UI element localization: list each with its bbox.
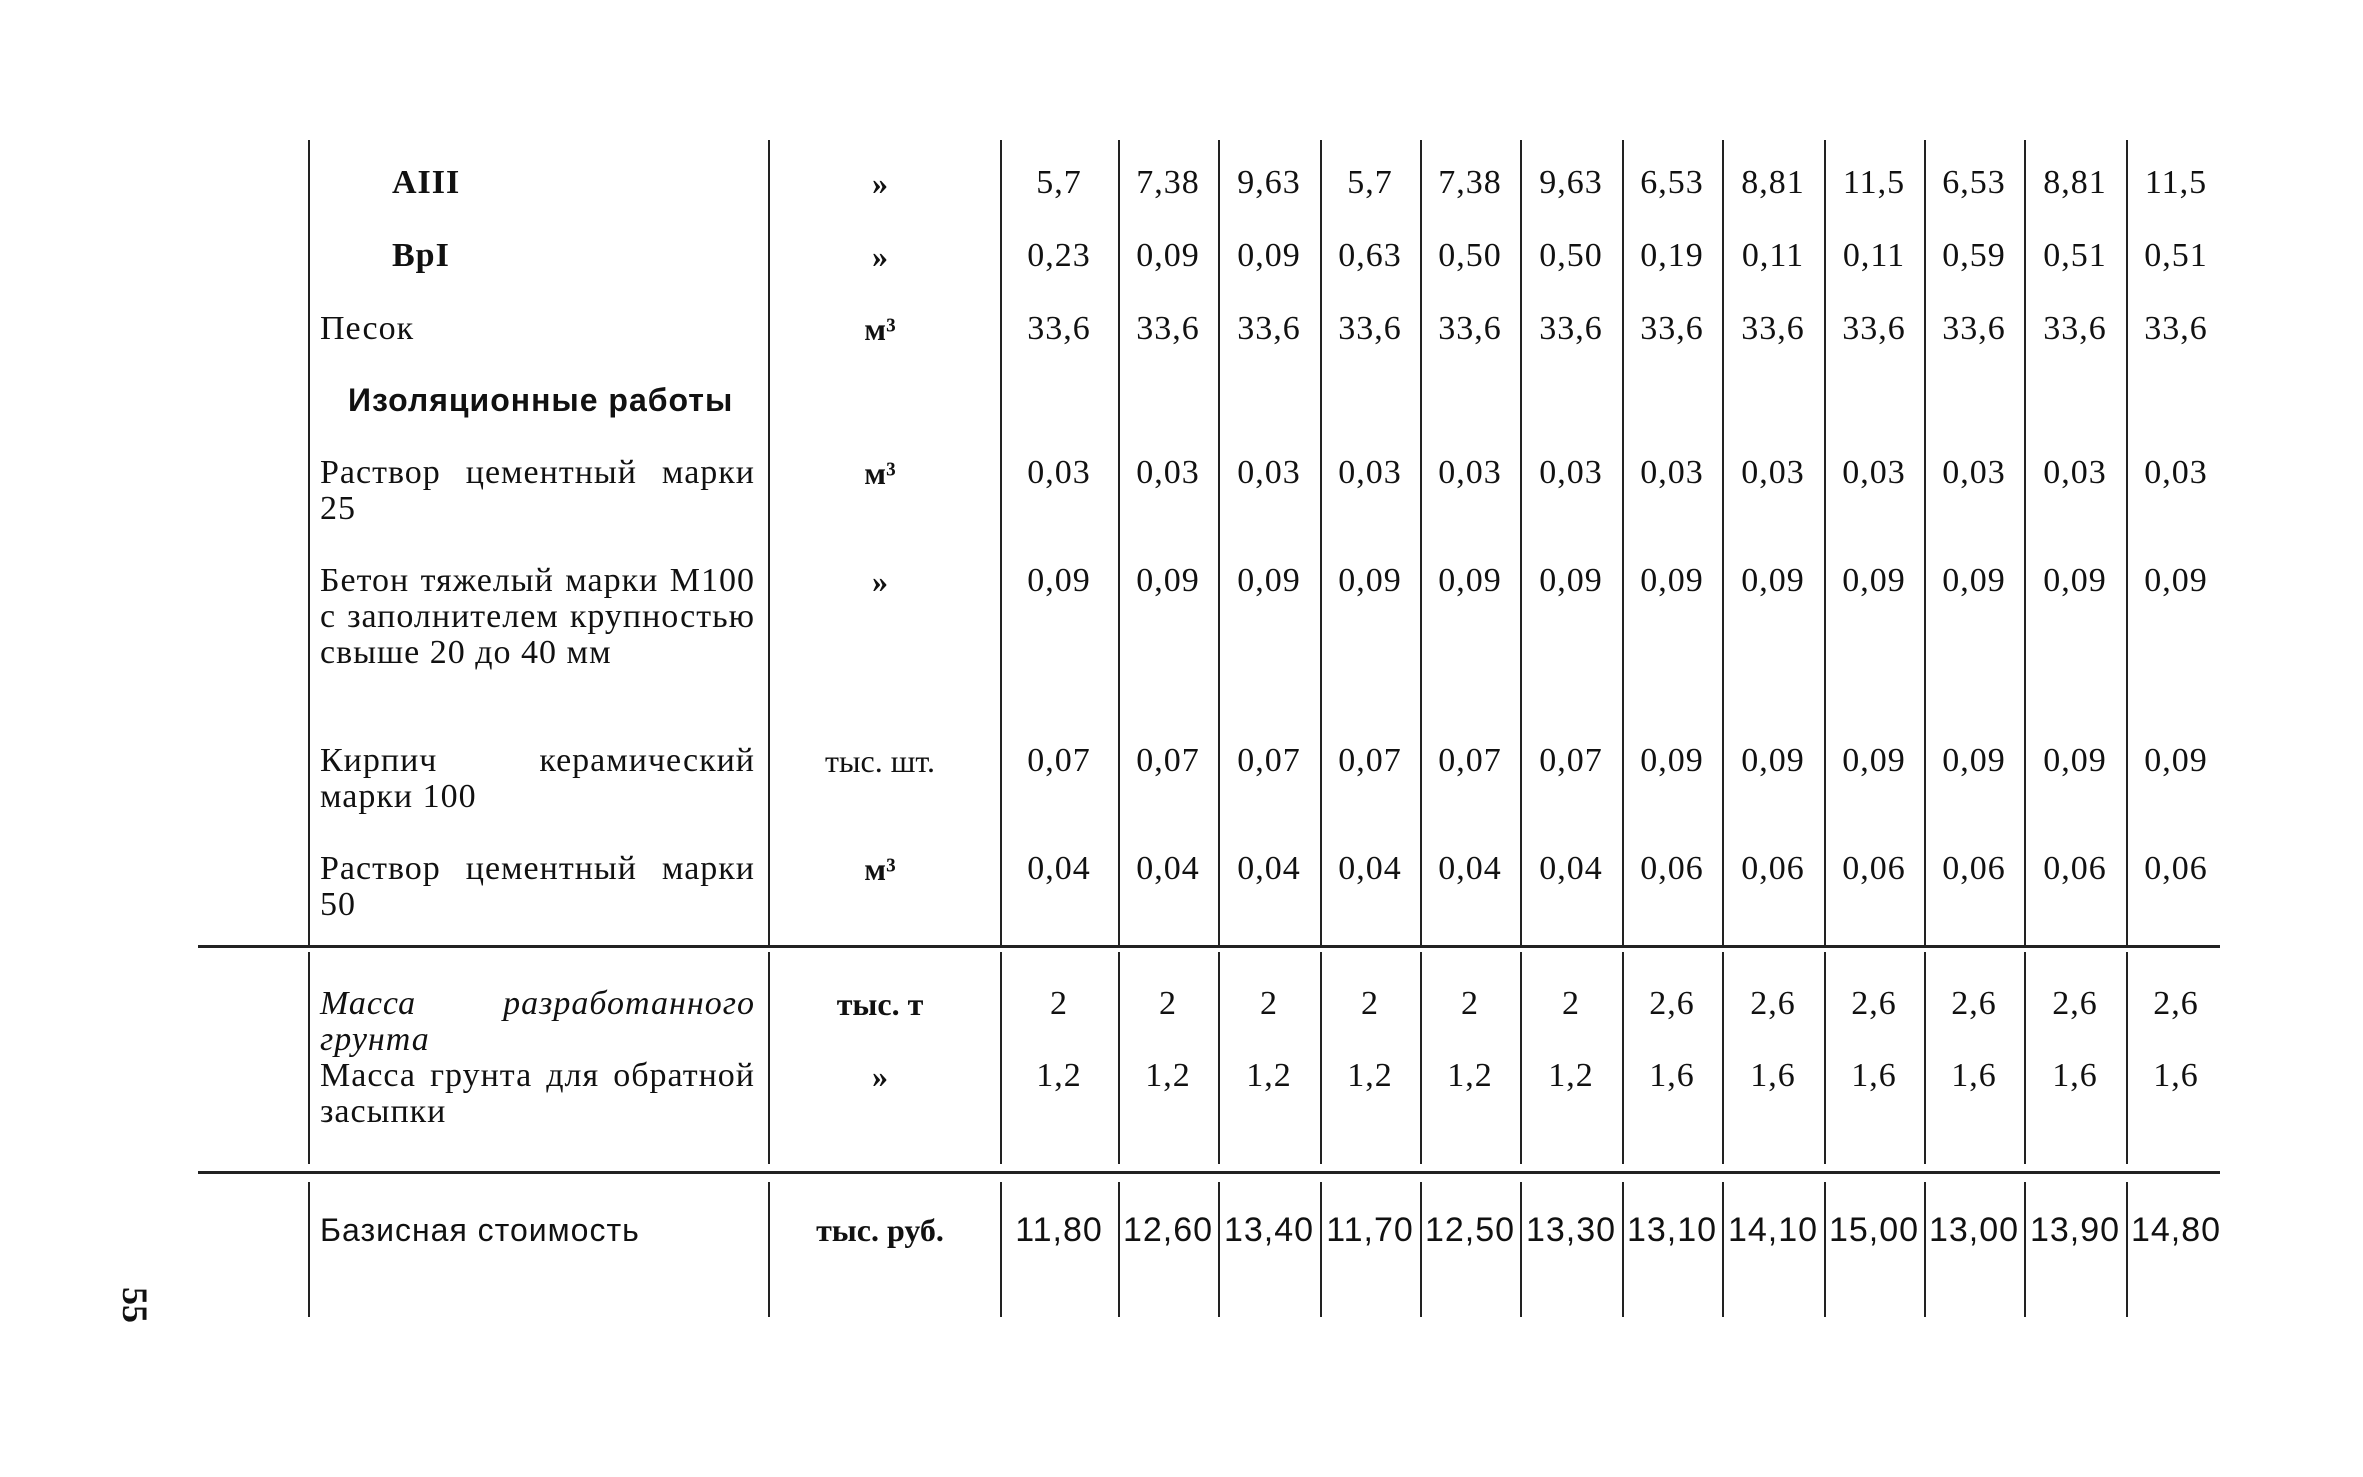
unit-cell: м³ — [864, 851, 896, 887]
table-rule — [1622, 1182, 1624, 1317]
value-cell: 0,04 — [1539, 850, 1603, 887]
value-cell: 0,09 — [2144, 562, 2208, 599]
value-cell: 0,06 — [2043, 850, 2107, 887]
value-cell: 0,09 — [1136, 237, 1200, 274]
value-cell: 33,6 — [2144, 310, 2208, 347]
row-name: Кирпич керамический марки 100 — [320, 742, 755, 815]
value-cell: 2 — [1260, 985, 1278, 1022]
table-rule — [1722, 1182, 1724, 1317]
value-cell: 0,03 — [1842, 454, 1906, 491]
value-cell: 0,06 — [1842, 850, 1906, 887]
value-cell: 8,81 — [2043, 164, 2107, 201]
value-cell: 0,03 — [1338, 454, 1402, 491]
value-cell: 0,04 — [1136, 850, 1200, 887]
value-cell: 0,09 — [1237, 237, 1301, 274]
value-cell: 0,07 — [1539, 742, 1603, 779]
value-cell: 0,04 — [1438, 850, 1502, 887]
value-cell: 2 — [1159, 985, 1177, 1022]
value-cell: 0,09 — [1640, 742, 1704, 779]
value-cell: 0,07 — [1338, 742, 1402, 779]
value-cell: 0,03 — [2144, 454, 2208, 491]
value-cell: 1,6 — [2153, 1057, 2199, 1094]
value-cell: 0,51 — [2144, 237, 2208, 274]
value-cell: 0,09 — [1942, 562, 2006, 599]
value-cell: 5,7 — [1347, 164, 1393, 201]
value-cell: 11,70 — [1326, 1211, 1414, 1249]
value-cell: 0,03 — [1741, 454, 1805, 491]
value-cell: 2,6 — [2153, 985, 2199, 1022]
row-name: Масса грунта для обратной засыпки — [320, 1057, 755, 1130]
value-cell: 8,81 — [1741, 164, 1805, 201]
value-cell: 2 — [1050, 985, 1068, 1022]
value-cell: 12,60 — [1122, 1211, 1214, 1249]
value-cell: 33,6 — [1237, 310, 1301, 347]
value-cell: 0,04 — [1338, 850, 1402, 887]
value-cell: 0,07 — [1027, 742, 1091, 779]
value-cell: 0,03 — [1027, 454, 1091, 491]
value-cell: 13,40 — [1223, 1211, 1315, 1249]
value-cell: 13,30 — [1525, 1211, 1617, 1249]
table-rule — [1520, 1182, 1522, 1317]
value-cell: 0,09 — [2043, 562, 2107, 599]
section-heading: Изоляционные работы — [348, 382, 734, 418]
value-cell: 7,38 — [1136, 164, 1200, 201]
value-cell: 0,04 — [1027, 850, 1091, 887]
value-cell: 0,03 — [1136, 454, 1200, 491]
unit-cell: м³ — [864, 311, 896, 347]
value-cell: 0,07 — [1237, 742, 1301, 779]
value-cell: 1,2 — [1447, 1057, 1493, 1094]
value-cell: 0,03 — [1942, 454, 2006, 491]
unit-cell: » — [872, 238, 888, 274]
value-cell: 13,90 — [2029, 1211, 2121, 1249]
table-rule — [2126, 1182, 2128, 1317]
table-rule — [308, 140, 310, 945]
table-rule — [2024, 1182, 2026, 1317]
value-cell: 0,09 — [1136, 562, 1200, 599]
value-cell: 11,5 — [1842, 164, 1906, 201]
value-cell: 1,6 — [1750, 1057, 1796, 1094]
value-cell: 6,53 — [1942, 164, 2006, 201]
value-cell: 33,6 — [1438, 310, 1502, 347]
value-cell: 0,09 — [2144, 742, 2208, 779]
value-cell: 6,53 — [1640, 164, 1704, 201]
table-rule — [1420, 1182, 1422, 1317]
unit-cell: м³ — [864, 455, 896, 491]
value-cell: 0,50 — [1438, 237, 1502, 274]
row-name: Раствор цементный марки 50 — [320, 850, 755, 923]
unit-cell: » — [872, 1058, 888, 1094]
value-cell: 0,11 — [1741, 237, 1805, 274]
value-cell: 14,10 — [1727, 1211, 1819, 1249]
table-rule — [1218, 1182, 1220, 1317]
value-cell: 1,6 — [1951, 1057, 1997, 1094]
value-cell: 0,03 — [1237, 454, 1301, 491]
value-cell: 1,2 — [1548, 1057, 1594, 1094]
table-rule — [308, 1182, 310, 1317]
value-cell: 12,50 — [1424, 1211, 1516, 1249]
value-cell: 9,63 — [1237, 164, 1301, 201]
row-name: Раствор цементный марки 25 — [320, 454, 755, 527]
value-cell: 11,80 — [1015, 1211, 1103, 1249]
table-rule — [1000, 1182, 1002, 1317]
value-cell: 0,51 — [2043, 237, 2107, 274]
value-cell: 2,6 — [1750, 985, 1796, 1022]
unit-cell: » — [872, 563, 888, 599]
value-cell: 0,06 — [1640, 850, 1704, 887]
value-cell: 0,09 — [1741, 562, 1805, 599]
value-cell: 33,6 — [1136, 310, 1200, 347]
row-name: Бетон тяжелый марки М100 с заполнителем крупностью свыше 20 до 40 мм — [320, 562, 755, 671]
row-name: Масса разработанного грунта — [320, 985, 755, 1058]
value-cell: 5,7 — [1036, 164, 1082, 201]
value-cell: 2,6 — [2052, 985, 2098, 1022]
value-cell: 0,19 — [1640, 237, 1704, 274]
value-cell: 2,6 — [1851, 985, 1897, 1022]
value-cell: 0,06 — [1942, 850, 2006, 887]
value-cell: 0,09 — [1438, 562, 1502, 599]
value-cell: 0,06 — [1741, 850, 1805, 887]
value-cell: 0,07 — [1136, 742, 1200, 779]
table-rule — [1924, 1182, 1926, 1317]
value-cell: 0,04 — [1237, 850, 1301, 887]
value-cell: 0,59 — [1942, 237, 2006, 274]
value-cell: 7,38 — [1438, 164, 1502, 201]
value-cell: 1,2 — [1246, 1057, 1292, 1094]
value-cell: 0,09 — [1842, 742, 1906, 779]
value-cell: 15,00 — [1828, 1211, 1920, 1249]
value-cell: 9,63 — [1539, 164, 1603, 201]
value-cell: 33,6 — [1338, 310, 1402, 347]
table-rule — [308, 952, 310, 1164]
table-rule — [768, 1182, 770, 1317]
row-name: AIII — [392, 164, 461, 201]
value-cell: 14,80 — [2130, 1211, 2222, 1249]
value-cell: 2 — [1361, 985, 1379, 1022]
value-cell: 13,10 — [1626, 1211, 1718, 1249]
value-cell: 2 — [1562, 985, 1580, 1022]
value-cell: 1,2 — [1347, 1057, 1393, 1094]
value-cell: 0,09 — [1842, 562, 1906, 599]
value-cell: 11,5 — [2144, 164, 2208, 201]
value-cell: 0,09 — [1027, 562, 1091, 599]
value-cell: 1,6 — [1851, 1057, 1897, 1094]
value-cell: 0,11 — [1842, 237, 1906, 274]
value-cell: 33,6 — [1741, 310, 1805, 347]
section-divider — [198, 945, 2220, 948]
value-cell: 33,6 — [1942, 310, 2006, 347]
value-cell: 0,07 — [1438, 742, 1502, 779]
value-cell: 0,03 — [1539, 454, 1603, 491]
section-divider — [198, 1171, 2220, 1174]
value-cell: 0,03 — [1640, 454, 1704, 491]
value-cell: 0,03 — [2043, 454, 2107, 491]
value-cell: 2 — [1461, 985, 1479, 1022]
value-cell: 13,00 — [1928, 1211, 2020, 1249]
table-rule — [1118, 1182, 1120, 1317]
value-cell: 0,63 — [1338, 237, 1402, 274]
value-cell: 33,6 — [1027, 310, 1091, 347]
value-cell: 0,23 — [1027, 237, 1091, 274]
unit-cell: тыс. т — [836, 986, 924, 1022]
value-cell: 2,6 — [1649, 985, 1695, 1022]
row-name: Песок — [320, 310, 415, 347]
value-cell: 0,03 — [1438, 454, 1502, 491]
value-cell: 0,09 — [1539, 562, 1603, 599]
value-cell: 0,50 — [1539, 237, 1603, 274]
value-cell: 0,09 — [1237, 562, 1301, 599]
value-cell: 33,6 — [2043, 310, 2107, 347]
value-cell: 2,6 — [1951, 985, 1997, 1022]
value-cell: 1,2 — [1036, 1057, 1082, 1094]
value-cell: 0,06 — [2144, 850, 2208, 887]
unit-cell: » — [872, 165, 888, 201]
value-cell: 33,6 — [1640, 310, 1704, 347]
value-cell: 0,09 — [1942, 742, 2006, 779]
value-cell: 1,2 — [1145, 1057, 1191, 1094]
value-cell: 0,09 — [1741, 742, 1805, 779]
unit-cell: тыс. руб. — [816, 1212, 944, 1248]
unit-cell: тыс. шт. — [825, 743, 935, 779]
value-cell: 1,6 — [2052, 1057, 2098, 1094]
value-cell: 33,6 — [1539, 310, 1603, 347]
value-cell: 0,09 — [2043, 742, 2107, 779]
table-rule — [1320, 1182, 1322, 1317]
table-rule — [1824, 1182, 1826, 1317]
value-cell: 0,09 — [1338, 562, 1402, 599]
value-cell: 33,6 — [1842, 310, 1906, 347]
row-name: BpI — [392, 237, 450, 274]
row-name: Базисная стоимость — [320, 1212, 640, 1248]
value-cell: 1,6 — [1649, 1057, 1695, 1094]
page-number: 55 — [115, 1287, 155, 1323]
value-cell: 0,09 — [1640, 562, 1704, 599]
